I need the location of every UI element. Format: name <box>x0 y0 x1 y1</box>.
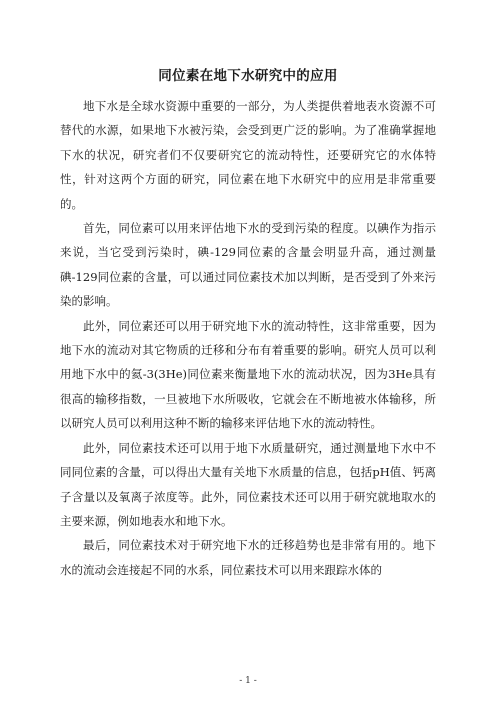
paragraph: 此外，同位素技术还可以用于地下水质量研究，通过测量地下水中不同同位素的含量，可以得出大量有关地下水质量的信息，包括pH值、钙离子含量以及氧离子浓度等。此外，同位素技术还可以用于研究就地取水的主要来源，例如地表水和地下水。 <box>60 440 436 528</box>
document-body <box>60 94 436 582</box>
paragraph: 地下水是全球水资源中重要的一部分，为人类提供着地表水资源不可替代的水源，如果地下水被污染，会受到更广泛的影响。为了准确掌握地下水的状况，研究者们不仅要研究它的流动特性，还要研究它的水体特性，针对这两个方面的研究，同位素在地下水研究中的应用是非常重要的。 <box>60 99 436 211</box>
document-title: 同位素在地下水研究中的应用 <box>158 68 338 84</box>
paragraph: 最后，同位素技术对于研究地下水的迁移趋势也是非常有用的。地下水的流动会连接起不同的水系，同位素技术可以用来跟踪水体的 <box>60 538 436 577</box>
paragraph: 此外，同位素还可以用于研究地下水的流动特性，这非常重要，因为地下水的流动对其它物质的迁移和分布有着重要的影响。研究人员可以利用地下水中的氦-3(3He)同位素来衡量地下水的流动状况，因为3He具有很高的输移指数，一旦被地下水所吸收，它就会在不断地被水体输移，所以研究人员可以利用这种不断的输移来评估地下水的流动特性。 <box>60 318 436 431</box>
paragraph: 首先，同位素可以用来评估地下水的受到污染的程度。以碘作为指示来说，当它受到污染时，碘-129同位素的含量会明显升高，通过测量碘-129同位素的含量，可以通过同位素技术加以判断，是否受到了外来污染的影响。 <box>60 221 436 309</box>
page-number: - 1 - <box>239 676 257 686</box>
